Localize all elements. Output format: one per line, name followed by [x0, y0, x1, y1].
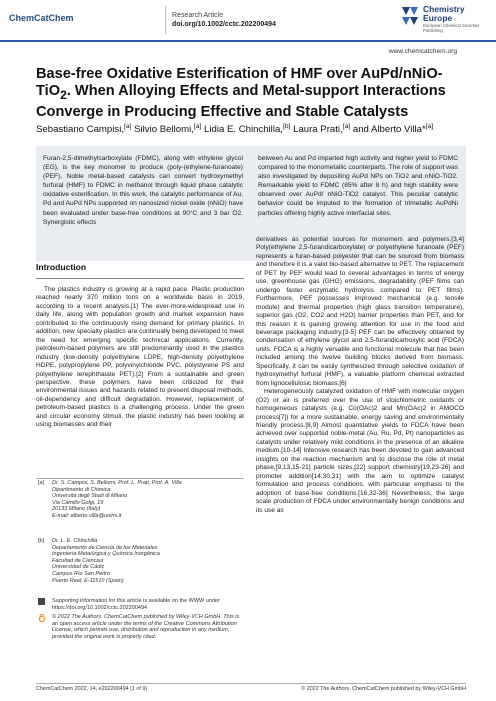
page-citation: ChemCatChem 2022, 14, e202200494 (1 of 9) — [36, 686, 148, 692]
abstract-column-2: between Au and Pd imparted high activity and higher yield to FDMC compared to the monometallic counterparts. The role of support was also investigated by depositing AuPd NPs on TiO2 and nNiO-TiO2. Remarkable yield to FDMC (85% after 8 h) and high stability were observed over AuPd/ nNiO-TiO2 catalyst. This peculiar catalytic behavior could be imputed to the formation of trimetallic AuPdNi particles offering highly active interfacial sites. — [258, 155, 458, 217]
page-header — [0, 0, 496, 40]
body-column-1: The plastics industry is growing at a rapid pace. Plastic production reached nearly 370 million tons on a worldwide basis in 2019, according to a recent analysis.[1] The ever-more-widespread use in daily life, along with population growth and market expansion have contributed to the continuously rising demand for primary plastics. In addition, new specialty plastics are continually being developed to meet the need for emerging specific technical applications. Currently, petroleum-based polymers are still predominantly used in the plastics industry (low-density polyethylene LDPE, high-density polyethylene HDPE, polypropylene PP, polyvinylchloride PVC, polystyrene PS and polyethylene terephthalate PET).[2] From a sustainable and green perspective, these polymers have been criticized for their environmental issues and hazards related to present disposal methods, oil-dependency and difficult degradation. However, replacement of petroleum-based plastics is a challenging process. Under the green and circular economy stimuli, the plastic industry has been looking at using biomasses and their — [36, 286, 244, 429]
publisher-logo[interactable] — [398, 4, 494, 36]
footer-rule — [36, 683, 466, 684]
abstract-column-1: Furan-2,5-dimethylcarboxylate (FDMC), along with ethylene glycol (EG), is the key monomer to produce (poly-(ethylene-furanoate) (PEF). Noble metal-based catalysts can convert hydroxymethyl furfural (HMF) to FDMC in methanol through liquid phase catalytic oxidative esterification. In this work, the catalytic performance of Au, Pd and AuPd NPs supported on nanosized nickel oxide (nNiO) have been evaluated under base-free conditions at 90°C and 3 bar O2. Synergistic effects — [43, 155, 243, 226]
doi-link[interactable]: doi.org/10.1002/cctc.202200494 — [172, 21, 276, 28]
article-meta — [172, 11, 276, 29]
article-title: Base-free Oxidative Esterification of HMF over AuPd/nNiO-TiO$_2$. When Alloying Effects and Metal-support Interactions Converge in Producing Effective and Stable Catalysts — [36, 66, 446, 120]
paragraph: derivatives as potential sources for monomers and polymers.[3,4] Poly(ethylene 2,5-furandicarboxylate) or polyethylene furanoate (PEF) represents a furan-based polyester that can be sourced from biomass and therefore it is a valid bio-based alternative to PET. The replacement of PET by PEF would lead to several advantages in terms of energy use, greenhouse gas (GHG) emissions, degradability (PEF films can undergo faster enzymatic hydrolysis compared to PET films). Furthermore, PEF possesses improved mechanical (e.g. tensile module) and thermal properties (high glass transition temperature), superior gas (O2, CO2 and H2O) barrier properties than PET, and for this reason it is gaining growing attention for use in the food and beverage packaging industry.[3-5] PEF can be effectively obtained by condensation of ethylene glycol and 2,5-furandicarboxylic acid (FDCA) units. FDCA is a highly versatile and functional molecule that has been included among the twelve building blocks derived from biomass. Specifically, it can be easily synthesized through selective oxidation of hydroxymethyl furfural (HMF), a valuable platform chemical extracted from lignocellulosic biomass.[6] — [256, 236, 464, 387]
publisher-name: Chemistry Europe — [423, 4, 465, 23]
document-icon — [38, 598, 45, 605]
section-rule — [36, 278, 244, 279]
publisher-subtitle: European Chemical Societies Publishing — [423, 23, 480, 33]
author-list: Sebastiano Campisi,[a] Silvio Bellomi,[a] Lidia E. Chinchilla,[b] Laura Prati,[a] and Alberto Villa*[a] — [36, 122, 434, 135]
header-divider — [165, 6, 166, 34]
paragraph: Heterogeneously catalyzed oxidation of HMF with molecular oxygen (O2) or air is preferred over the use of stoichiometric oxidants or homogeneous catalysts (e.g. Co(OAc)2 and Mn(OAc)2 in AMOCO process[7]) for a more sustainable, energy saving and environmentally friendly process.[8,9] Almost quantitative yields to FDCA have been achieved over supported noble-metal (Au, Ru, Pd, Pt) nanoparticles as catalysts under relatively mild conditions in the presence of an alkaline medium.[10-14] Intensive research has been devoted to gain advanced insights on the reaction mechanism and to disclose the role of metal phase,[9,13,15-21] particle sizes,[22] support chemistry[19,23-26] and promoter addition[14,30,31] with the aim to optimize catalyst formulation and process conditions, with particular emphasis to the adoption of base-free conditions.[16,32-36] Nevertheless, the large scale production of FDCA under environmentally benign conditions and its use as — [256, 388, 464, 514]
open-access-icon — [38, 614, 46, 622]
copyright-line: © 2022 The Authors. ChemCatChem published by Wiley-VCH GmbH — [301, 686, 466, 692]
chemistry-europe-icon — [398, 5, 420, 27]
header-rule — [0, 40, 496, 42]
body-column-2 — [256, 236, 464, 515]
footnote-rule — [36, 478, 244, 479]
article-type: Research Article — [172, 12, 223, 19]
section-heading: Introduction — [36, 262, 87, 272]
journal-name: ChemCatChem — [9, 13, 74, 23]
journal-website[interactable]: www.chemcatchem.org — [388, 48, 457, 55]
